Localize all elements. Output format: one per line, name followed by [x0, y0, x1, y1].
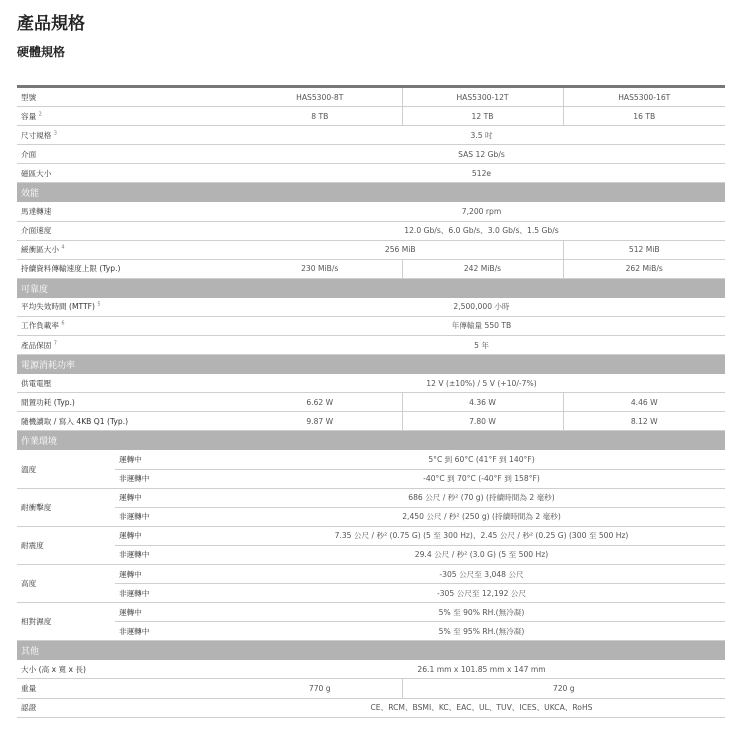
condition-label: 非運轉中 — [115, 584, 238, 603]
spec-label — [17, 298, 238, 317]
spec-row — [17, 698, 725, 717]
spec-label-text: 供電電壓 — [21, 378, 52, 388]
condition-label: 非運轉中 — [115, 469, 238, 488]
spec-label — [17, 126, 238, 145]
spec-row — [17, 87, 725, 107]
footnote-marker: 6 — [61, 320, 65, 327]
spec-label-text: 介面速度 — [21, 226, 52, 236]
spec-row — [17, 202, 725, 221]
spec-table — [17, 85, 725, 718]
spec-row — [17, 526, 725, 545]
spec-label — [17, 107, 238, 126]
spec-label — [17, 240, 238, 259]
section-header-label: 可靠度 — [17, 278, 725, 298]
spec-value: 242 MiB/s — [402, 259, 563, 278]
spec-value: 230 MiB/s — [238, 259, 402, 278]
spec-row — [17, 107, 725, 126]
spec-label-text: 隨機讀取 / 寫入 4KB Q1 (Typ.) — [21, 416, 129, 426]
spec-label — [17, 374, 238, 393]
condition-label: 非運轉中 — [115, 622, 238, 641]
spec-value: SAS 12 Gb/s — [238, 145, 725, 164]
spec-value: 720 g — [402, 679, 725, 698]
spec-value: 年傳輸量 550 TB — [238, 316, 725, 335]
spec-row — [17, 622, 725, 641]
spec-label — [17, 660, 238, 679]
footnote-marker: 2 — [38, 111, 42, 118]
spec-row — [17, 393, 725, 412]
spec-label — [17, 679, 238, 698]
spec-value: 8 TB — [238, 107, 402, 126]
spec-value: CE、RCM、BSMI、KC、EAC、UL、TUV、ICES、UKCA、RoHS — [238, 698, 725, 717]
spec-value: 12 TB — [402, 107, 563, 126]
condition-label: 非運轉中 — [115, 545, 238, 564]
spec-row — [17, 298, 725, 317]
spec-label-text: 介面 — [21, 149, 37, 159]
spec-row — [17, 374, 725, 393]
spec-label — [17, 316, 238, 335]
spec-label — [17, 336, 238, 355]
spec-label — [17, 87, 238, 107]
spec-label-text: 平均失效時間 (MTTF) — [21, 302, 95, 312]
spec-value: 8.12 W — [563, 412, 725, 431]
spec-value: 9.87 W — [238, 412, 402, 431]
spec-label-text: 型號 — [21, 92, 37, 102]
condition-label: 運轉中 — [115, 526, 238, 545]
spec-value: 512 MiB — [563, 240, 725, 259]
spec-label-text: 尺寸規格 — [21, 130, 52, 140]
condition-label: 運轉中 — [115, 564, 238, 583]
spec-value: HAS5300-8T — [238, 87, 402, 107]
spec-label-text: 大小 (高 x 寬 x 長) — [21, 664, 86, 674]
spec-value: 5°C 到 60°C (41°F 到 140°F) — [238, 450, 725, 469]
spec-value: 29.4 公尺 / 秒² (3.0 G) (5 至 500 Hz) — [238, 545, 725, 564]
condition-label: 運轉中 — [115, 488, 238, 507]
spec-label-text: 閒置功耗 (Typ.) — [21, 397, 75, 407]
spec-label — [17, 164, 238, 183]
spec-row — [17, 145, 725, 164]
spec-label — [17, 698, 238, 717]
spec-row — [17, 584, 725, 603]
spec-label — [17, 393, 238, 412]
group-label: 相對濕度 — [17, 603, 115, 641]
spec-value: 12.0 Gb/s、6.0 Gb/s、3.0 Gb/s、1.5 Gb/s — [238, 221, 725, 240]
footnote-marker: 4 — [61, 244, 65, 251]
section-header — [17, 278, 725, 298]
page-title: 產品規格 — [17, 14, 85, 34]
spec-value: 7,200 rpm — [238, 202, 725, 221]
footnote-marker: 3 — [53, 130, 57, 137]
spec-label-text: 磁區大小 — [21, 168, 52, 178]
spec-value: 7.35 公尺 / 秒² (0.75 G) (5 至 300 Hz)、2.45 公尺 / 秒² (0.25 G) (300 至 500 Hz) — [238, 526, 725, 545]
spec-value: 262 MiB/s — [563, 259, 725, 278]
spec-value: 4.36 W — [402, 393, 563, 412]
section-title: 硬體規格 — [17, 45, 66, 59]
condition-label: 運轉中 — [115, 450, 238, 469]
spec-row — [17, 564, 725, 583]
spec-row — [17, 450, 725, 469]
spec-row — [17, 240, 725, 259]
section-header — [17, 355, 725, 375]
spec-row — [17, 660, 725, 679]
spec-label — [17, 221, 238, 240]
spec-label-text: 持續資料傳輸速度上限 (Typ.) — [21, 264, 121, 274]
condition-label: 非運轉中 — [115, 507, 238, 526]
spec-row — [17, 679, 725, 698]
spec-row — [17, 221, 725, 240]
spec-label-text: 認證 — [21, 703, 37, 713]
spec-row — [17, 469, 725, 488]
spec-value: 12 V (±10%) / 5 V (+10/-7%) — [238, 374, 725, 393]
spec-value: 2,500,000 小時 — [238, 298, 725, 317]
group-label: 溫度 — [17, 450, 115, 488]
spec-row — [17, 488, 725, 507]
section-header-label: 作業環境 — [17, 431, 725, 451]
spec-value: 512e — [238, 164, 725, 183]
group-label: 高度 — [17, 564, 115, 602]
spec-value: 5 年 — [238, 336, 725, 355]
spec-row — [17, 164, 725, 183]
section-header-label: 其他 — [17, 641, 725, 661]
spec-row — [17, 336, 725, 355]
spec-label-text: 重量 — [21, 683, 37, 693]
group-label: 耐衝擊度 — [17, 488, 115, 526]
spec-label-text: 容量 — [21, 111, 37, 121]
spec-label-text: 工作負載率 — [21, 321, 59, 331]
spec-row — [17, 603, 725, 622]
spec-label-text: 緩衝區大小 — [21, 245, 59, 255]
spec-value: 5% 至 95% RH.(無冷凝) — [238, 622, 725, 641]
spec-value: 4.46 W — [563, 393, 725, 412]
section-header — [17, 431, 725, 451]
spec-value: 3.5 吋 — [238, 126, 725, 145]
spec-label-text: 馬達轉速 — [21, 207, 52, 217]
spec-value: 256 MiB — [238, 240, 563, 259]
section-header-label: 電源消耗功率 — [17, 355, 725, 375]
footnote-marker: 7 — [53, 340, 57, 347]
spec-value: 16 TB — [563, 107, 725, 126]
spec-label — [17, 412, 238, 431]
condition-label: 運轉中 — [115, 603, 238, 622]
section-header — [17, 183, 725, 203]
spec-row — [17, 126, 725, 145]
spec-value: 2,450 公尺 / 秒² (250 g) (持續時間為 2 毫秒) — [238, 507, 725, 526]
spec-row — [17, 412, 725, 431]
spec-value: 7.80 W — [402, 412, 563, 431]
spec-row — [17, 316, 725, 335]
spec-value: -40°C 到 70°C (-40°F 到 158°F) — [238, 469, 725, 488]
footnote-marker: 5 — [97, 301, 101, 308]
spec-label — [17, 145, 238, 164]
spec-row — [17, 507, 725, 526]
spec-value: 686 公尺 / 秒² (70 g) (持續時間為 2 毫秒) — [238, 488, 725, 507]
spec-value: HAS5300-12T — [402, 87, 563, 107]
spec-row — [17, 259, 725, 278]
spec-value: 770 g — [238, 679, 402, 698]
group-label: 耐震度 — [17, 526, 115, 564]
spec-label-text: 產品保固 — [21, 340, 52, 350]
spec-value: -305 公尺至 3,048 公尺 — [238, 564, 725, 583]
section-header-label: 效能 — [17, 183, 725, 203]
spec-value: -305 公尺至 12,192 公尺 — [238, 584, 725, 603]
spec-value: 26.1 mm x 101.85 mm x 147 mm — [238, 660, 725, 679]
spec-value: 5% 至 90% RH.(無冷凝) — [238, 603, 725, 622]
spec-value: 6.62 W — [238, 393, 402, 412]
spec-label — [17, 259, 238, 278]
spec-label — [17, 202, 238, 221]
section-header — [17, 641, 725, 661]
spec-value: HAS5300-16T — [563, 87, 725, 107]
spec-row — [17, 545, 725, 564]
